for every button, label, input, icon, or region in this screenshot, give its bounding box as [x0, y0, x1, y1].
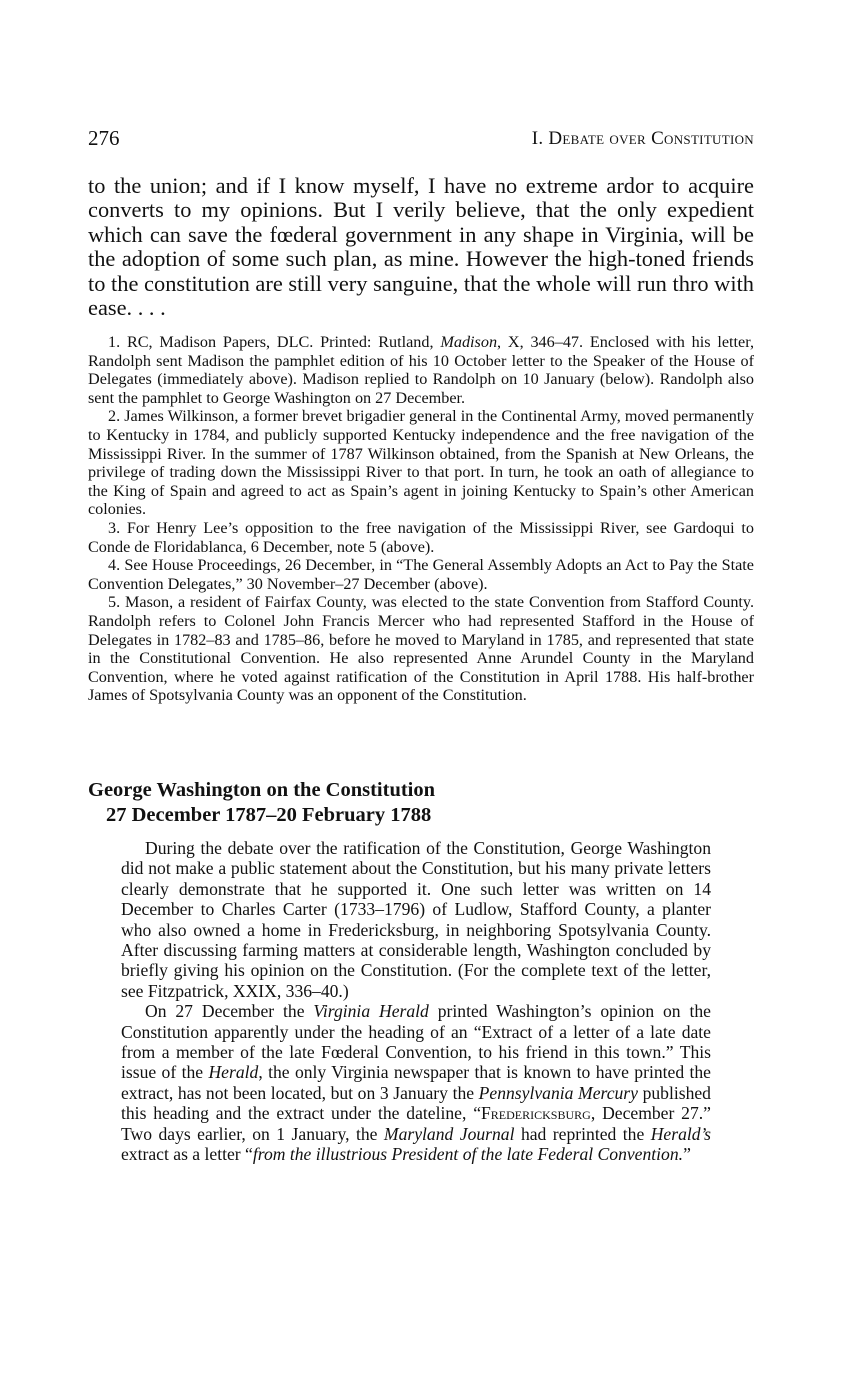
footnote-1-text-a: 1. RC, Madison Papers, DLC. Printed: Rutland,: [108, 333, 441, 351]
running-head: I. Debate over Constitution: [531, 128, 754, 149]
headnote-p2-i4: Maryland Journal: [383, 1123, 515, 1144]
headnote-p2-t5: , December 27.” Two days earlier, on 1 January, the: [121, 1103, 711, 1144]
footnote-1-text-b: , X, 346–47. Enclosed with his letter, Randolph sent Madison the pamphlet edition of his 10 October letter to the Speaker of the House of Delegates (immediately above). Madison replied to Randolph on 10 January (below). Randolph also sent the pamphlet to George Washington on 27 December.: [88, 333, 754, 407]
headnote-p2-t4: published this heading and the extract under the dateline, “: [121, 1082, 711, 1124]
footnote-4: 4. See House Proceedings, 26 December, in “The General Assembly Adopts an Act to Pay the State Convention Delegates,” 30 November–27 December (above).: [88, 556, 754, 593]
headnote-p2-i6: from the illustrious President of the late Federal Convention.: [252, 1144, 684, 1165]
section-date-range: 27 December 1787–20 February 1788: [106, 804, 432, 826]
footnote-5: 5. Mason, a resident of Fairfax County, was elected to the state Convention from Stafford County. Randolph refers to Colonel John Francis Mercer who had represented Stafford in the House of Delegates in 1782–83 and 1785–86, before he moved to Maryland in 1785, and represented that state in the Constitutional Convention. He also represented Anne Arundel County in the Maryland Convention, where he voted against ratification of the Constitution in April 1788. His half-brother James of Spotsylvania County was an opponent of the Constitution.: [88, 593, 754, 705]
footnote-2: 2. James Wilkinson, a former brevet brigadier general in the Continental Army, moved permanently to Kentucky in 1784, and publicly supported Kentucky independence and the free navigation of the Mississippi River. In the summer of 1787 Wilkinson obtained, from the Spanish at New Orleans, the privilege of trading down the Mississippi River to that port. In turn, he took an oath of allegiance to the King of Spain and agreed to act as Spain’s agent in joining Kentucky to Spain’s other American colonies.: [88, 407, 754, 519]
section-title: George Washington on the Constitution: [88, 779, 436, 801]
section-heading: [88, 778, 754, 828]
headnote-paragraph-2: [121, 1001, 711, 1164]
headnote-p2-sc1: Fredericksburg: [481, 1103, 591, 1124]
footnotes: [88, 333, 754, 705]
headnote-p2-t3: , the only Virginia newspaper that is known to have printed the extract, has not been located, but on 3 January the: [121, 1062, 711, 1103]
headnote-p2-i3: Pennsylvania Mercury: [478, 1082, 638, 1103]
headnote-p2-i1: Virginia Herald: [313, 1001, 429, 1022]
headnote-paragraph-1: During the debate over the ratification of the Constitution, George Washington did not make a public statement about the Constitution, but his many private letters clearly demonstrate that he supported it. One such letter was written on 14 December to Charles Carter (1733–1796) of Ludlow, Stafford County, a planter who also owned a home in Fredericksburg, in neighboring Spotsylvania County. After discussing farming matters at considerable length, Washington concluded by briefly giving his opinion on the Constitution. (For the complete text of the letter, see Fitzpatrick, XXIX, 336–40.): [121, 838, 711, 1001]
footnote-3: 3. For Henry Lee’s opposition to the free navigation of the Mississippi River, see Gardoqui to Conde de Floridablanca, 6 December, note 5 (above).: [88, 518, 754, 556]
headnote-p2-t6: had reprinted the: [514, 1123, 651, 1144]
headnote-p2-t1: On 27 December the: [145, 1001, 314, 1022]
footnote-1: [88, 333, 754, 407]
footnote-1-italic: Madison: [440, 333, 498, 351]
page-number: 276: [88, 126, 120, 150]
headnote-p2-t8: ”: [683, 1144, 691, 1165]
headnote: [121, 838, 711, 1165]
headnote-p2-t2: printed Washington’s opinion on the Constitution apparently under the heading of an “Extract of a letter of a late date from a member of the late Fœderal Convention, to his friend in this town.” This issue of the: [121, 1001, 711, 1083]
headnote-p2-i5: Herald’s: [650, 1123, 711, 1144]
body-paragraph: to the union; and if I know myself, I have no extreme ardor to acquire converts to my opinions. But I verily believe, that the only expedient which can save the fœderal government in any shape in Virginia, will be the adoption of some such plan, as mine. However the high-toned friends to the constitution are still very sanguine, that the whole will run thro with ease. . . .: [88, 173, 754, 321]
page-header: [88, 126, 754, 156]
headnote-p2-t7: extract as a letter “: [121, 1144, 253, 1165]
headnote-p2-i2: Herald: [208, 1062, 259, 1083]
